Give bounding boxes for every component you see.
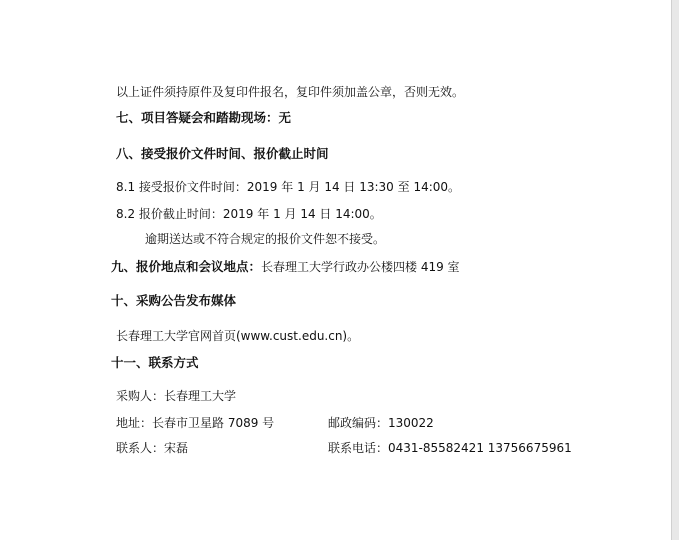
heading-section-11: 十一、联系方式 xyxy=(111,355,199,370)
text-contact-phone: 联系电话：0431-85582421 13756675961 xyxy=(328,441,572,455)
text-late-submission-note: 逾期送达或不符合规定的报价文件恕不接受。 xyxy=(145,232,386,246)
text-address: 地址：长春市卫星路 7089 号 xyxy=(116,416,275,430)
text-postcode: 邮政编码：130022 xyxy=(328,416,434,430)
text-buyer: 采购人：长春理工大学 xyxy=(116,389,237,403)
text-media-website: 长春理工大学官网首页(www.cust.edu.cn)。 xyxy=(116,329,360,343)
heading-section-7: 七、项目答疑会和踏勘现场：无 xyxy=(116,110,292,125)
text-8-1-receive-time: 8.1 接受报价文件时间：2019 年 1 月 14 日 13:30 至 14:00。 xyxy=(116,180,461,194)
heading-section-9-label: 九、报价地点和会议地点： xyxy=(111,259,262,274)
heading-section-8: 八、接受报价文件时间、报价截止时间 xyxy=(116,146,329,161)
text-documents-note: 以上证件须持原件及复印件报名，复印件须加盖公章，否则无效。 xyxy=(116,85,465,99)
text-8-2-deadline: 8.2 报价截止时间：2019 年 1 月 14 日 14:00。 xyxy=(116,207,382,221)
heading-section-9 xyxy=(111,259,460,275)
heading-section-9-value: 长春理工大学行政办公楼四楼 419 室 xyxy=(261,260,460,274)
heading-section-10: 十、采购公告发布媒体 xyxy=(111,293,237,308)
vertical-scrollbar[interactable] xyxy=(671,0,679,540)
text-contact-person: 联系人：宋磊 xyxy=(116,441,189,455)
